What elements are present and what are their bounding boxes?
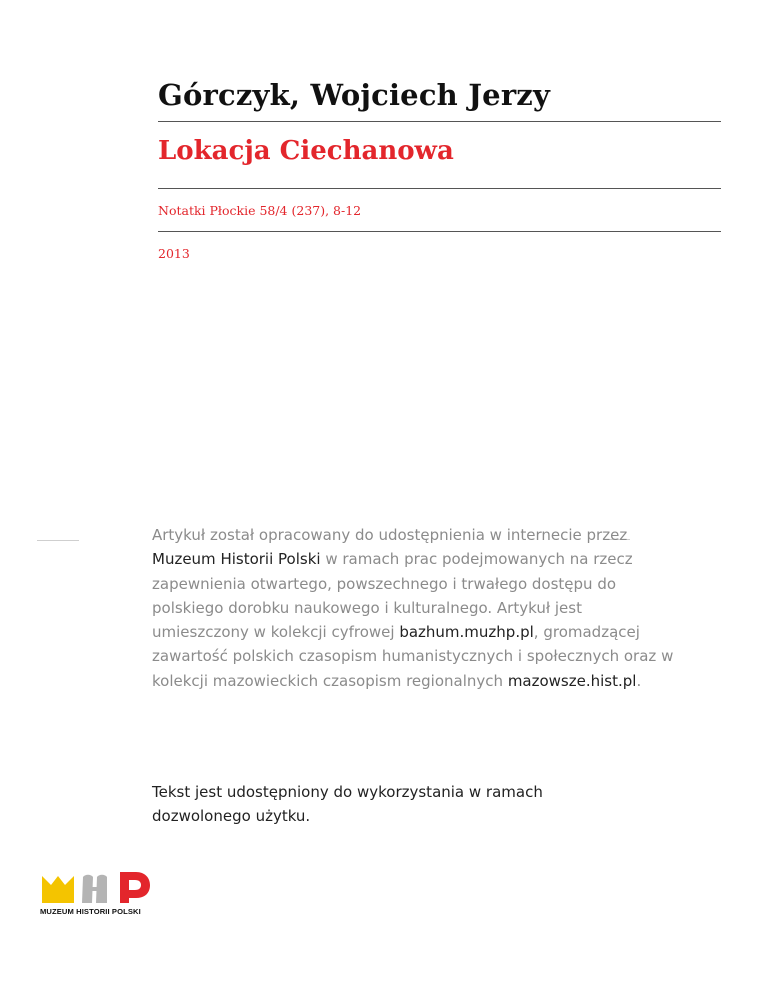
license-notice: Tekst jest udostępniony do wykorzystania w ramach dozwolonego użytku. <box>152 783 543 826</box>
publication-year: 2013 <box>158 246 190 261</box>
availability-notice <box>152 523 682 693</box>
organization-name: Muzeum Historii Polski <box>152 550 321 569</box>
notice-text: w ramach prac podejmowanych na rzecz zapewnienia otwartego, powszechnego i trwałego dostępu do polskiego dorobku naukowego i kulturalnego. Artykuł jest umieszczony w kolekcji cyfrowej <box>152 550 633 642</box>
museum-logo <box>40 869 162 919</box>
source-citation: Notatki Płockie 58/4 (237), 8-12 <box>158 203 362 218</box>
article-title: Lokacja Ciechanowa <box>158 136 454 166</box>
divider <box>158 188 721 189</box>
author-name: Górczyk, Wojciech Jerzy <box>158 78 551 112</box>
logo-caption: MUZEUM HISTORII POLSKI <box>40 907 141 916</box>
decorative-line <box>37 540 79 541</box>
divider <box>158 231 721 232</box>
notice-text: , gromadzącej zawartość polskich czasopism humanistycznych i społecznych oraz w kolekcji mazowieckich czasopism regionalnych <box>152 623 674 690</box>
notice-text: . <box>636 671 642 690</box>
bazhum-link[interactable]: bazhum.muzhp.pl <box>399 623 534 642</box>
notice-text: Artykuł został opracowany do udostępnienia w internecie przez <box>152 526 628 544</box>
mhp-logo-icon <box>40 869 162 907</box>
divider <box>158 121 721 122</box>
mazowsze-link[interactable]: mazowsze.hist.pl <box>507 671 637 690</box>
